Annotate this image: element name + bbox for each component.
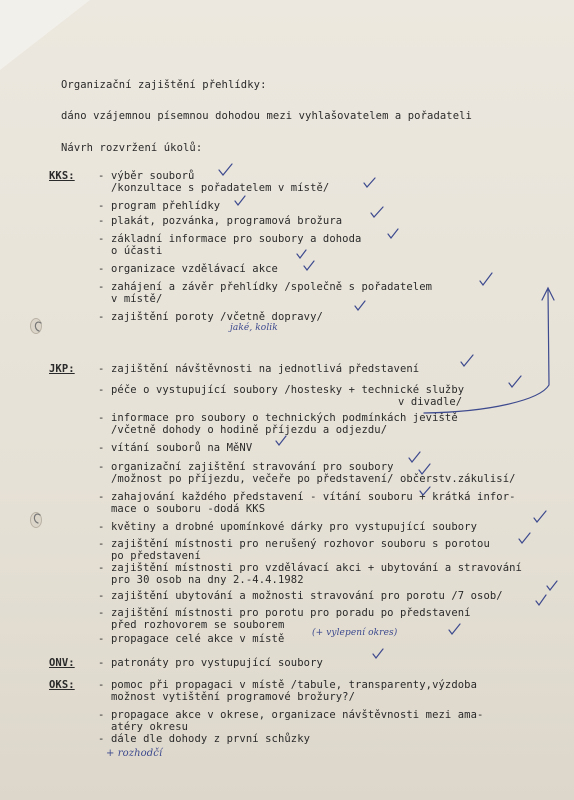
list-dash: - <box>98 233 105 245</box>
list-dash: - <box>98 562 105 574</box>
handwritten-propagace-note: (+ vylepení okres) <box>312 628 398 638</box>
list-item: základní informace pro soubory a dohoda <box>111 233 362 245</box>
list-item: výběr souborů <box>111 170 195 182</box>
plan-heading: Návrh rozvržení úkolů: <box>61 142 203 154</box>
list-item-cont: možnost vytištění programové brožury?/ <box>111 691 356 703</box>
list-item: patronáty pro vystupující soubory <box>111 657 323 669</box>
agreement-line: dáno vzájemnou písemnou dohodou mezi vyhlašovatelem a pořadateli <box>61 110 472 122</box>
list-item: zajištění místnosti pro porotu pro poradu po představení <box>111 607 471 619</box>
list-item: informace pro soubory o technických podmínkách jeviště <box>111 412 458 424</box>
list-item: zajištění ubytování a možnosti stravování pro porotu /7 osob/ <box>111 590 503 602</box>
list-item-cont: atéry okresu <box>111 721 189 733</box>
list-dash: - <box>98 461 105 473</box>
handwritten-jury-note: jaké, kolik <box>230 323 278 333</box>
list-item: zajištění poroty /včetně dopravy/ <box>111 311 323 323</box>
list-item: dále dle dohody z první schůzky <box>111 733 311 745</box>
section-label-oks: OKS: <box>49 679 75 691</box>
list-dash: - <box>98 590 105 602</box>
list-dash: - <box>98 384 105 396</box>
list-item-cont: /možnost po příjezdu, večeře po představení/ občerstv.zákulisí/ <box>111 473 516 485</box>
list-item: propagace akce v okrese, organizace návštěvnosti mezi ama- <box>111 709 484 721</box>
list-item: vítání souborů na MěNV <box>111 442 253 454</box>
list-item: plakát, pozvánka, programová brožura <box>111 215 343 227</box>
list-dash: - <box>98 200 105 212</box>
section-label-kks: KKS: <box>49 170 75 182</box>
list-item-cont: /konzultace s pořadatelem v místě/ <box>111 182 330 194</box>
list-dash: - <box>98 263 105 275</box>
list-dash: - <box>98 538 105 550</box>
list-dash: - <box>98 412 105 424</box>
list-item-cont: o účasti <box>111 245 163 257</box>
list-item-cont: pro 30 osob na dny 2.-4.4.1982 <box>111 574 304 586</box>
list-dash: - <box>98 733 105 745</box>
list-item: zahájení a závěr přehlídky /společně s pořadatelem <box>111 281 433 293</box>
list-dash: - <box>98 363 105 375</box>
list-dash: - <box>98 521 105 533</box>
list-dash: - <box>98 491 105 503</box>
list-item: program přehlídky <box>111 200 221 212</box>
section-label-onv: ONV: <box>49 657 75 669</box>
list-dash: - <box>98 311 105 323</box>
list-item-cont: před rozhovorem se souborem <box>111 619 285 631</box>
list-item-cont: v místě/ <box>111 293 163 305</box>
list-dash: - <box>98 215 105 227</box>
list-dash: - <box>98 657 105 669</box>
list-item-cont: po představení <box>111 550 201 562</box>
list-item: péče o vystupující soubory /hostesky + technické služby <box>111 384 465 396</box>
list-dash: - <box>98 442 105 454</box>
list-item: organizace vzdělávací akce <box>111 263 278 275</box>
list-dash: - <box>98 281 105 293</box>
list-item-cont: v divadle/ <box>398 396 463 408</box>
list-item-cont: mace o souboru -dodá KKS <box>111 503 266 515</box>
handwritten-plus-note: + rozhodčí <box>106 748 163 759</box>
list-item: organizační zajištění stravování pro soubory <box>111 461 394 473</box>
list-item: květiny a drobné upomínkové dárky pro vystupující soubory <box>111 521 478 533</box>
list-dash: - <box>98 633 105 645</box>
list-item: zajištění místnosti pro vzdělávací akci + ubytování a stravování <box>111 562 522 574</box>
list-dash: - <box>98 607 105 619</box>
list-dash: - <box>98 709 105 721</box>
list-item: pomoc při propagaci v místě /tabule, transparenty,výzdoba <box>111 679 478 691</box>
list-item: zajištění návštěvnosti na jednotlivá představení <box>111 363 420 375</box>
list-item: zahajování každého představení - vítání souboru + krátká infor- <box>111 491 516 503</box>
list-item-cont: /včetně dohody o hodině příjezdu a odjezdu/ <box>111 424 388 436</box>
list-dash: - <box>98 679 105 691</box>
list-item: propagace celé akce v místě <box>111 633 285 645</box>
section-label-jkp: JKP: <box>49 363 75 375</box>
list-item: zajištění místnosti pro nerušený rozhovor souboru s porotou <box>111 538 490 550</box>
document-title: Organizační zajištění přehlídky: <box>61 79 267 91</box>
list-dash: - <box>98 170 105 182</box>
